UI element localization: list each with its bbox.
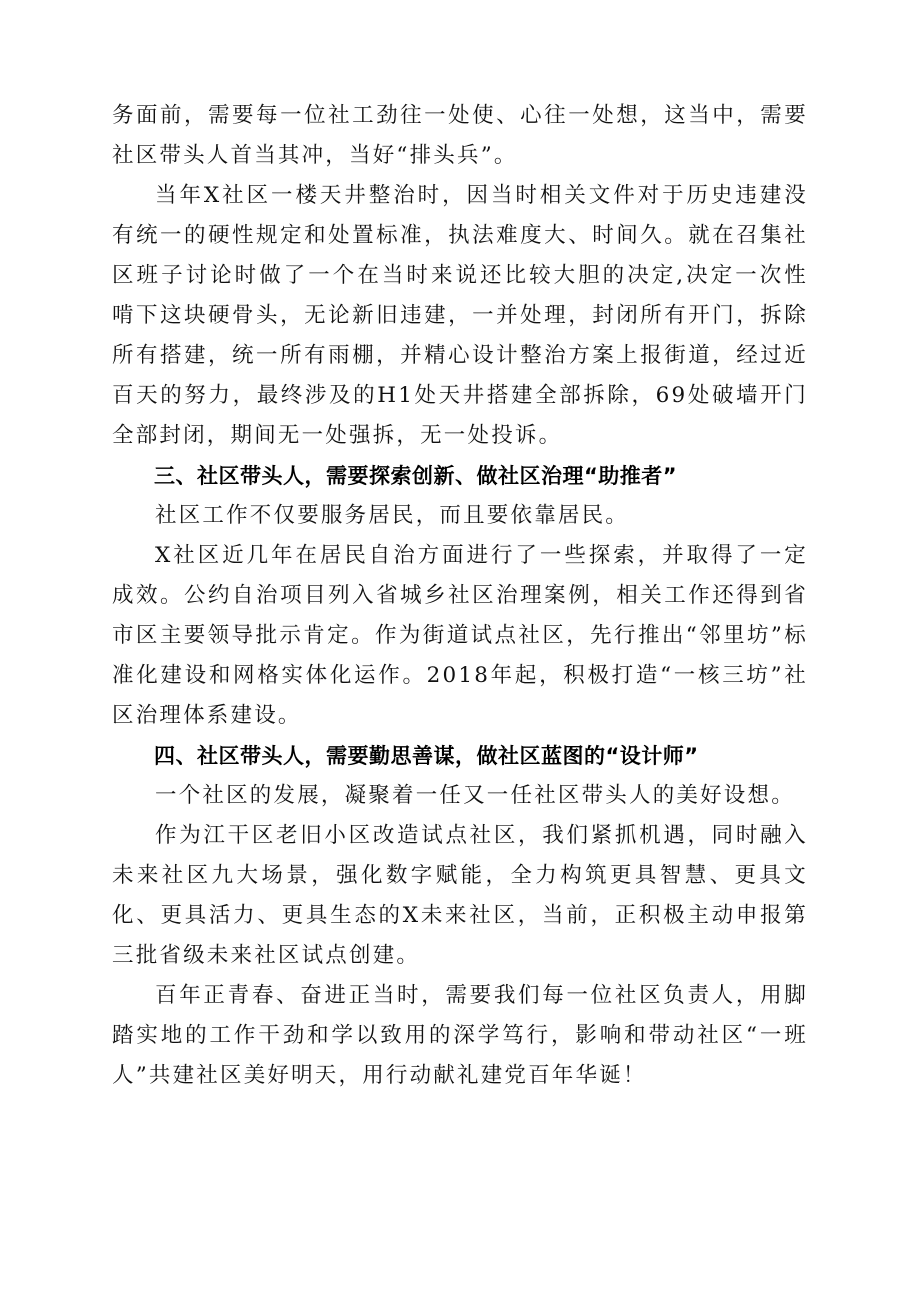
paragraph-future-community: 作为江干区老旧小区改造试点社区，我们紧抓机遇，同时融入未来社区九大场景，强化数字赋能，全力构筑更具智慧、更具文化、更具活力、更具生态的X未来社区，当前，正积极主动申报第三批省级未来社区试点创建。 [112, 823, 808, 968]
paragraph-closing: 百年正青春、奋进正当时，需要我们每一位社区负责人，用脚踏实地的工作干劲和学以致用的深学笃行，影响和带动社区“一班人”共建社区美好明天，用行动献礼建党百年华诞！ [112, 983, 808, 1088]
section-heading-4: 四、社区带头人，需要勤思善谋，做社区蓝图的“设计师” [154, 744, 699, 768]
section-heading-3: 三、社区带头人，需要探索创新、做社区治理“助推者” [154, 464, 678, 488]
paragraph-self-governance: X社区近几年在居民自治方面进行了一些探索，并取得了一定成效。公约自治项目列入省城乡社区治理案例，相关工作还得到省市区主要领导批示肯定。作为街道试点社区，先行推出“邻里坊”标准化建设和网格实体化运作。2018年起，积极打造“一核三坊”社区治理体系建设。 [112, 543, 808, 728]
paragraph-continued: 务面前，需要每一位社工劲往一处使、心往一处想，这当中，需要社区带头人首当其冲，当好“排头兵”。 [112, 103, 808, 168]
paragraph-courtyard-rectification: 当年X社区一楼天井整治时，因当时相关文件对于历史违建没有统一的硬性规定和处置标准，执法难度大、时间久。就在召集社区班子讨论时做了一个在当时来说还比较大胆的决定,决定一次性啃下这块硬骨头，无论新旧违建，一并处理，封闭所有开门，拆除所有搭建，统一所有雨棚，并精心设计整治方案上报街道，经过近百天的努力，最终涉及的H1处天井搭建全部拆除，69处破墙开门全部封闭，期间无一处强拆，无一处投诉。 [112, 183, 808, 448]
paragraph-serve-residents: 社区工作不仅要服务居民，而且要依靠居民。 [155, 503, 630, 528]
paragraph-community-development: 一个社区的发展，凝聚着一任又一任社区带头人的美好设想。 [155, 783, 795, 808]
